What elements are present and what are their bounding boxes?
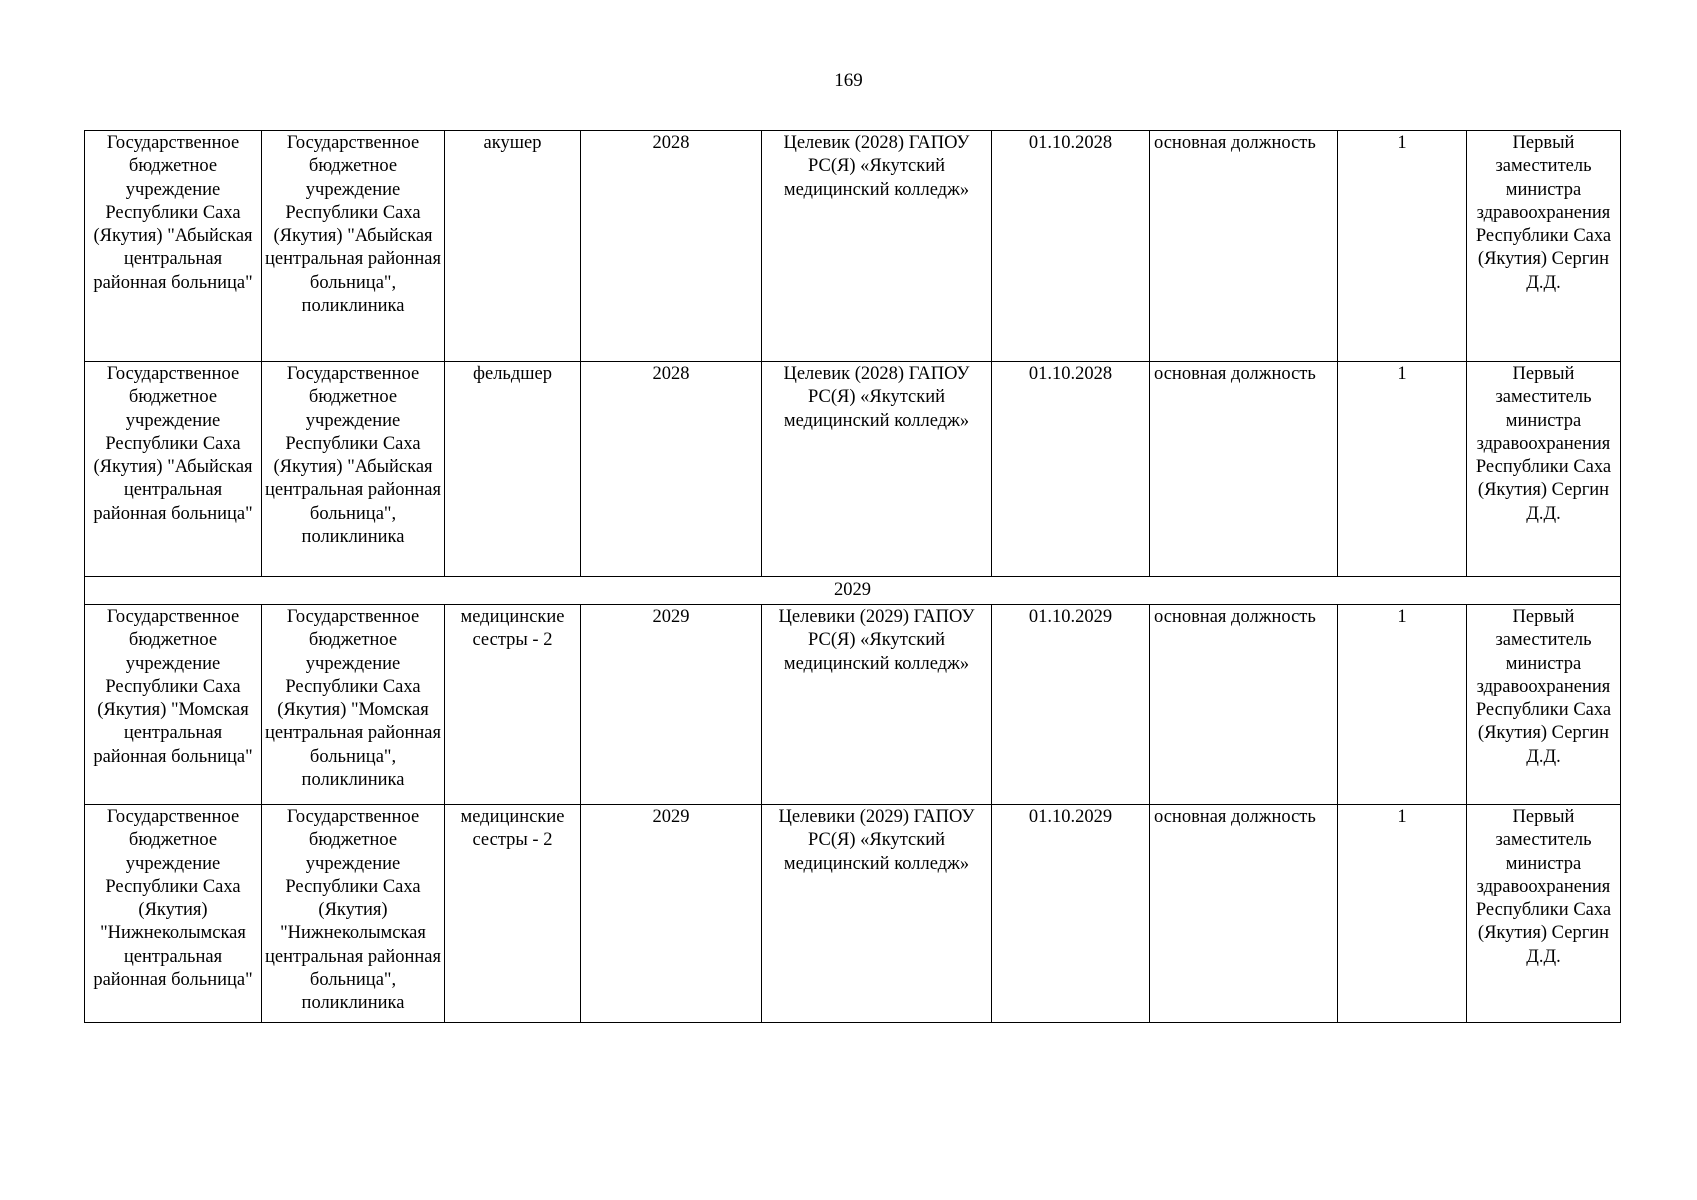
year-section-label: 2029 [85, 577, 1621, 605]
graduate-cell: Целевики (2029) ГАПОУ РС(Я) «Якутский медицинский колледж» [762, 605, 992, 805]
position-cell: акушер [445, 131, 581, 362]
workplace-cell: Государственное бюджетное учреждение Республики Саха (Якутия) "Абыйская центральная районная больница", поликлиника [262, 362, 445, 577]
post-type-cell: основная должность [1150, 805, 1338, 1023]
responsible-cell: Первый заместитель министра здравоохранения Республики Саха (Якутия) Сергин Д.Д. [1467, 131, 1621, 362]
position-cell: медицинские сестры - 2 [445, 605, 581, 805]
graduate-cell: Целевик (2028) ГАПОУ РС(Я) «Якутский медицинский колледж» [762, 362, 992, 577]
count-cell: 1 [1338, 362, 1467, 577]
institution-cell: Государственное бюджетное учреждение Республики Саха (Якутия) "Нижнеколымская центральная районная больница" [85, 805, 262, 1023]
year-cell: 2028 [581, 131, 762, 362]
post-type-cell: основная должность [1150, 131, 1338, 362]
table-row [85, 805, 1621, 1023]
responsible-cell: Первый заместитель министра здравоохранения Республики Саха (Якутия) Сергин Д.Д. [1467, 362, 1621, 577]
count-cell: 1 [1338, 605, 1467, 805]
responsible-cell: Первый заместитель министра здравоохранения Республики Саха (Якутия) Сергин Д.Д. [1467, 805, 1621, 1023]
workplace-cell: Государственное бюджетное учреждение Республики Саха (Якутия) "Момская центральная районная больница", поликлиника [262, 605, 445, 805]
post-type-cell: основная должность [1150, 362, 1338, 577]
workplace-cell: Государственное бюджетное учреждение Республики Саха (Якутия) "Абыйская центральная районная больница", поликлиника [262, 131, 445, 362]
post-type-cell: основная должность [1150, 605, 1338, 805]
graduate-cell: Целевики (2029) ГАПОУ РС(Я) «Якутский медицинский колледж» [762, 805, 992, 1023]
year-cell: 2029 [581, 805, 762, 1023]
responsible-cell: Первый заместитель министра здравоохранения Республики Саха (Якутия) Сергин Д.Д. [1467, 605, 1621, 805]
workplace-cell: Государственное бюджетное учреждение Республики Саха (Якутия) "Нижнеколымская центральная районная больница", поликлиника [262, 805, 445, 1023]
position-cell: медицинские сестры - 2 [445, 805, 581, 1023]
table-row [85, 605, 1621, 805]
table-row [85, 131, 1621, 362]
institution-cell: Государственное бюджетное учреждение Республики Саха (Якутия) "Абыйская центральная районная больница" [85, 362, 262, 577]
staffing-table [84, 130, 1621, 1023]
institution-cell: Государственное бюджетное учреждение Республики Саха (Якутия) "Абыйская центральная районная больница" [85, 131, 262, 362]
count-cell: 1 [1338, 805, 1467, 1023]
page-number: 169 [834, 70, 863, 91]
year-cell: 2029 [581, 605, 762, 805]
position-cell: фельдшер [445, 362, 581, 577]
count-cell: 1 [1338, 131, 1467, 362]
year-section-row [85, 577, 1621, 605]
institution-cell: Государственное бюджетное учреждение Республики Саха (Якутия) "Момская центральная районная больница" [85, 605, 262, 805]
date-cell: 01.10.2029 [992, 605, 1150, 805]
table-row [85, 362, 1621, 577]
year-cell: 2028 [581, 362, 762, 577]
graduate-cell: Целевик (2028) ГАПОУ РС(Я) «Якутский медицинский колледж» [762, 131, 992, 362]
date-cell: 01.10.2028 [992, 362, 1150, 577]
date-cell: 01.10.2028 [992, 131, 1150, 362]
date-cell: 01.10.2029 [992, 805, 1150, 1023]
